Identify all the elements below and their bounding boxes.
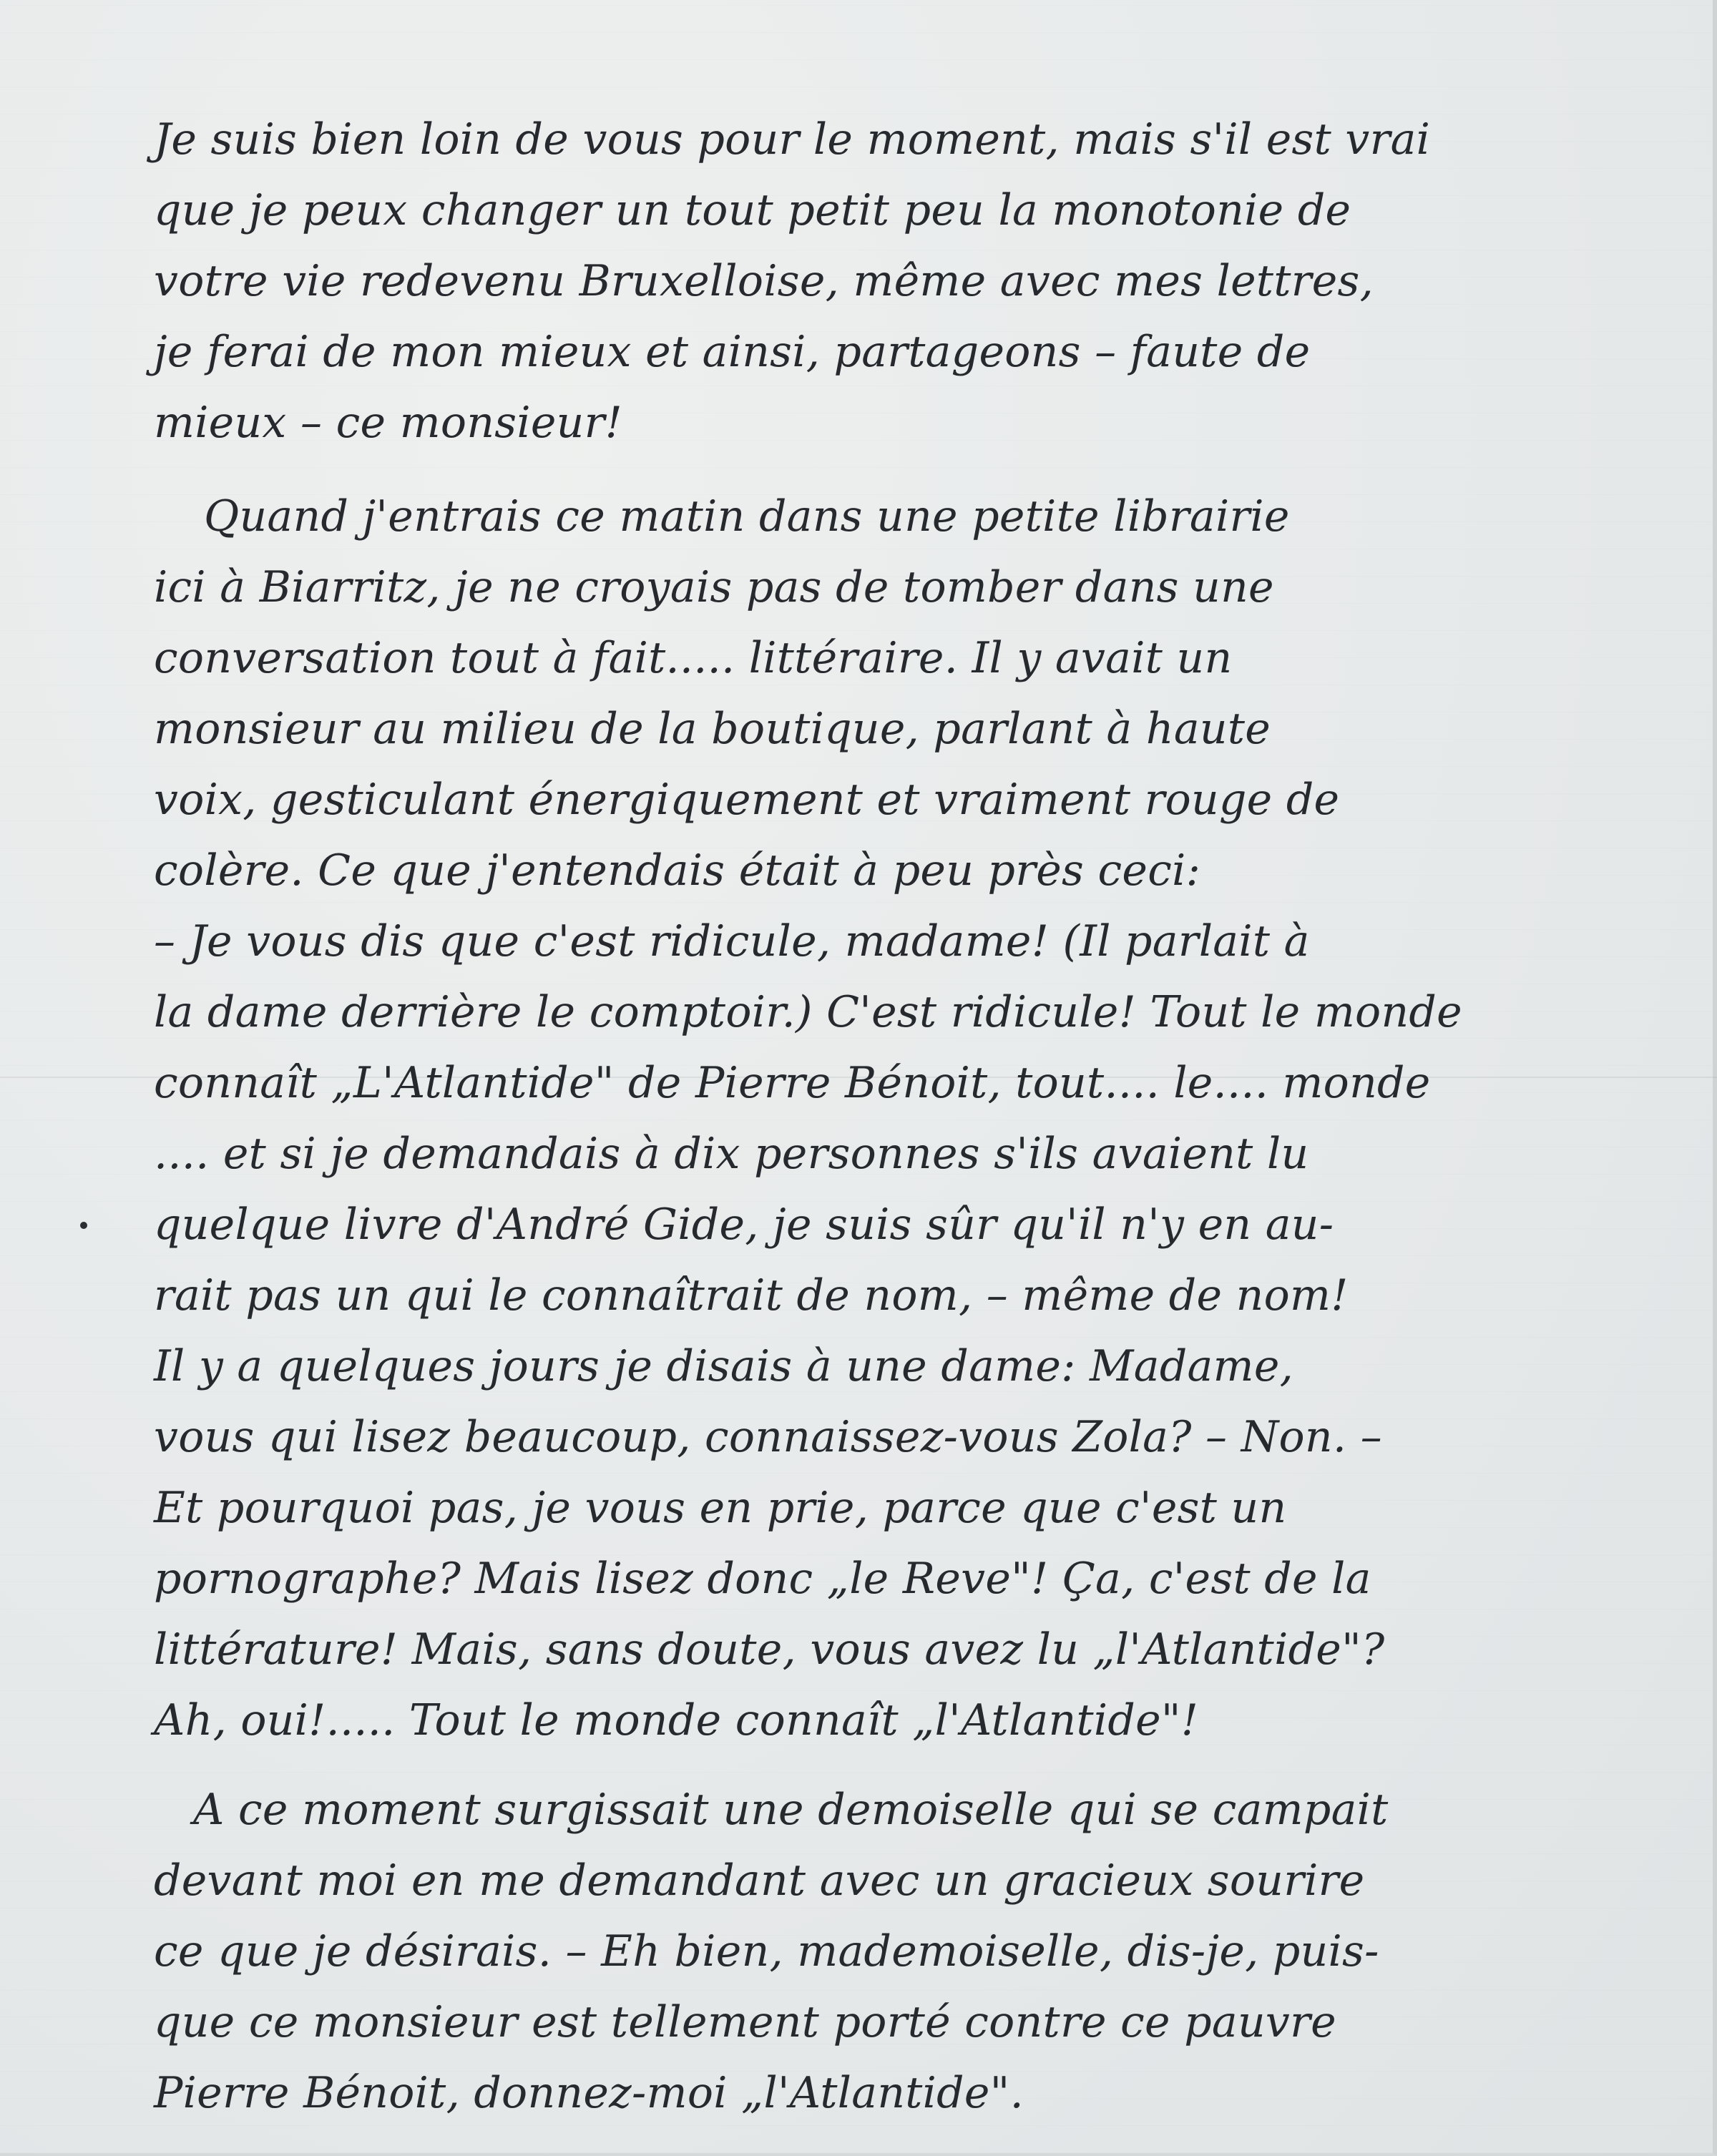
letter-line: conversation tout à fait..... littéraire. Il y avait un — [154, 633, 1233, 683]
letter-line: littérature! Mais, sans doute, vous avez lu „l'Atlantide"? — [154, 1625, 1385, 1675]
letter-line: – Je vous dis que c'est ridicule, madame! (Il parlait à — [154, 916, 1310, 966]
letter-line: Quand j'entrais ce matin dans une petite librairie — [204, 491, 1290, 542]
letter-line: ce que je désirais. – Eh bien, mademoiselle, dis-je, puis- — [154, 1926, 1379, 1976]
letter-line: pornographe? Mais lisez donc „le Reve"! Ça, c'est de la — [154, 1554, 1371, 1604]
letter-line: Et pourquoi pas, je vous en prie, parce que c'est un — [154, 1483, 1287, 1533]
letter-line: vous qui lisez beaucoup, connaissez-vous Zola? – Non. – — [154, 1412, 1382, 1462]
letter-line: connaît „L'Atlantide" de Pierre Bénoit, tout.... le.... monde — [154, 1058, 1431, 1108]
letter-line: que je peux changer un tout petit peu la monotonie de — [154, 185, 1351, 235]
letter-line: quelque livre d'André Gide, je suis sûr qu'il n'y en au- — [154, 1200, 1334, 1250]
letter-line: colère. Ce que j'entendais était à peu près ceci: — [154, 846, 1201, 896]
letter-line: Je suis bien loin de vous pour le moment, mais s'il est vrai — [154, 114, 1431, 165]
letter-line: la dame derrière le comptoir.) C'est ridicule! Tout le monde — [154, 987, 1462, 1037]
letter-line: ici à Biarritz, je ne croyais pas de tomber dans une — [154, 562, 1274, 612]
letter-line: A ce moment surgissait une demoiselle qui se campait — [193, 1785, 1389, 1835]
letter-line: voix, gesticulant énergiquement et vraiment rouge de — [154, 775, 1340, 825]
letter-line: monsieur au milieu de la boutique, parlant à haute — [154, 704, 1271, 754]
letter-line: je ferai de mon mieux et ainsi, partageons – faute de — [154, 327, 1311, 377]
letter-line: mieux – ce monsieur! — [154, 398, 622, 448]
letter-line: devant moi en me demandant avec un gracieux sourire — [154, 1856, 1365, 1906]
letter-line: Il y a quelques jours je disais à une dame: Madame, — [154, 1341, 1293, 1391]
letter-line: rait pas un qui le connaîtrait de nom, – même de nom! — [154, 1270, 1349, 1320]
letter-line: .... et si je demandais à dix personnes s'ils avaient lu — [154, 1129, 1309, 1179]
margin-ink-dot — [80, 1222, 87, 1229]
letter-line: que ce monsieur est tellement porté contre ce pauvre — [154, 1997, 1336, 2047]
letter-line: Pierre Bénoit, donnez-moi „l'Atlantide". — [154, 2068, 1024, 2118]
letter-line: votre vie redevenu Bruxelloise, même avec mes lettres, — [154, 256, 1374, 306]
letter-line: Ah, oui!..... Tout le monde connaît „l'Atlantide"! — [154, 1695, 1199, 1745]
